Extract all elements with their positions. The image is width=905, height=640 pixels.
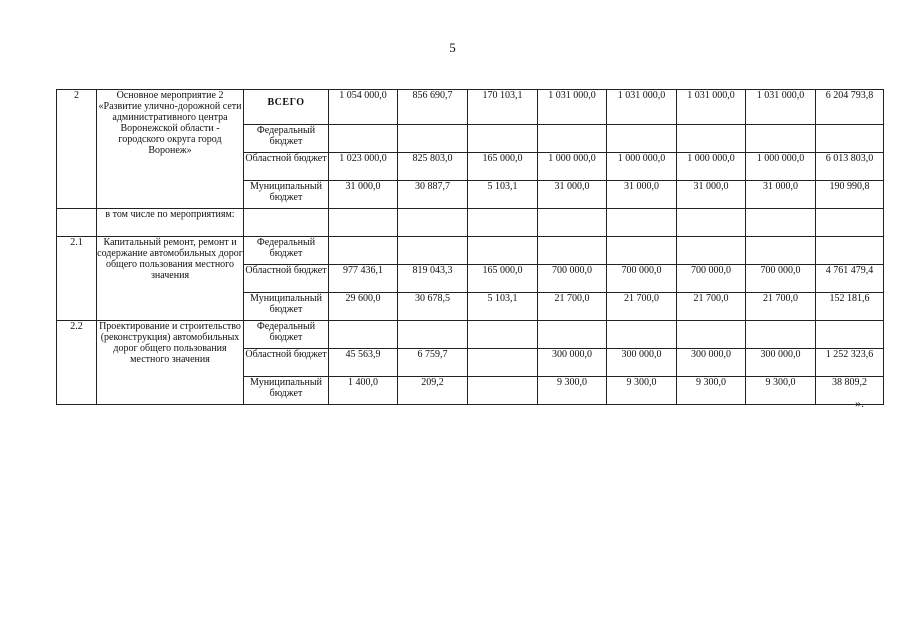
activity-name: Проектирование и строительство (реконструкция) автомобильных дорог общего пользования местного значения	[97, 321, 244, 405]
value-cell: 9 300,0	[607, 377, 677, 405]
value-cell: 31 000,0	[538, 181, 607, 209]
value-cell: 1 000 000,0	[607, 153, 677, 181]
value-cell: 1 031 000,0	[607, 90, 677, 125]
table-row	[57, 209, 884, 237]
value-cell: 300 000,0	[607, 349, 677, 377]
funding-source: Федеральный бюджет	[244, 237, 329, 265]
value-cell	[468, 237, 538, 265]
value-cell	[468, 125, 538, 153]
value-cell: 1 031 000,0	[677, 90, 746, 125]
value-cell: 6 013 803,0	[816, 153, 884, 181]
value-cell: 6 759,7	[398, 349, 468, 377]
value-cell: 190 990,8	[816, 181, 884, 209]
value-cell	[677, 237, 746, 265]
value-cell	[329, 321, 398, 349]
value-cell: 819 043,3	[398, 265, 468, 293]
value-cell: 1 054 000,0	[329, 90, 398, 125]
row-number: 2	[57, 90, 97, 209]
value-cell	[816, 237, 884, 265]
value-cell: 21 700,0	[746, 293, 816, 321]
value-cell: 825 803,0	[398, 153, 468, 181]
value-cell	[468, 377, 538, 405]
value-cell	[746, 321, 816, 349]
value-cell	[816, 321, 884, 349]
empty-cell	[329, 209, 398, 237]
empty-cell	[538, 209, 607, 237]
value-cell	[468, 321, 538, 349]
value-cell: 152 181,6	[816, 293, 884, 321]
value-cell: 700 000,0	[746, 265, 816, 293]
empty-cell	[244, 209, 329, 237]
value-cell: 21 700,0	[607, 293, 677, 321]
closing-quote: ».	[855, 396, 864, 410]
value-cell: 1 000 000,0	[538, 153, 607, 181]
value-cell	[607, 237, 677, 265]
value-cell	[329, 125, 398, 153]
value-cell: 6 204 793,8	[816, 90, 884, 125]
funding-source: Областной бюджет	[244, 349, 329, 377]
value-cell: 300 000,0	[677, 349, 746, 377]
value-cell: 1 031 000,0	[746, 90, 816, 125]
value-cell: 1 400,0	[329, 377, 398, 405]
empty-cell	[607, 209, 677, 237]
value-cell: 30 887,7	[398, 181, 468, 209]
value-cell: 29 600,0	[329, 293, 398, 321]
empty-cell	[57, 209, 97, 237]
value-cell: 170 103,1	[468, 90, 538, 125]
value-cell: 21 700,0	[677, 293, 746, 321]
value-cell	[677, 321, 746, 349]
value-cell	[538, 237, 607, 265]
funding-source: Федеральный бюджет	[244, 125, 329, 153]
value-cell	[329, 237, 398, 265]
funding-source: Муниципальный бюджет	[244, 377, 329, 405]
row-number: 2.2	[57, 321, 97, 405]
value-cell: 700 000,0	[538, 265, 607, 293]
value-cell: 977 436,1	[329, 265, 398, 293]
value-cell: 30 678,5	[398, 293, 468, 321]
value-cell	[398, 321, 468, 349]
value-cell: 9 300,0	[746, 377, 816, 405]
value-cell: 1 000 000,0	[746, 153, 816, 181]
value-cell	[816, 125, 884, 153]
value-cell: 165 000,0	[468, 153, 538, 181]
empty-cell	[398, 209, 468, 237]
value-cell	[468, 349, 538, 377]
empty-cell	[677, 209, 746, 237]
value-cell: 31 000,0	[329, 181, 398, 209]
value-cell: 300 000,0	[746, 349, 816, 377]
funding-source: Муниципальный бюджет	[244, 293, 329, 321]
value-cell: 1 000 000,0	[677, 153, 746, 181]
funding-source: Муниципальный бюджет	[244, 181, 329, 209]
empty-cell	[468, 209, 538, 237]
value-cell: 31 000,0	[746, 181, 816, 209]
value-cell: 5 103,1	[468, 181, 538, 209]
value-cell: 5 103,1	[468, 293, 538, 321]
table-row	[57, 321, 884, 349]
value-cell	[398, 125, 468, 153]
funding-source: Областной бюджет	[244, 153, 329, 181]
empty-cell	[816, 209, 884, 237]
value-cell: 300 000,0	[538, 349, 607, 377]
value-cell: 1 023 000,0	[329, 153, 398, 181]
row-number: 2.1	[57, 237, 97, 321]
including-label: в том числе по мероприятиям:	[97, 209, 244, 237]
activity-name: Капитальный ремонт, ремонт и содержание автомобильных дорог общего пользования местного значения	[97, 237, 244, 321]
table-row	[57, 90, 884, 125]
value-cell: 31 000,0	[607, 181, 677, 209]
value-cell: 209,2	[398, 377, 468, 405]
table-row	[57, 237, 884, 265]
value-cell: 856 690,7	[398, 90, 468, 125]
value-cell: 45 563,9	[329, 349, 398, 377]
value-cell	[538, 321, 607, 349]
value-cell: 4 761 479,4	[816, 265, 884, 293]
value-cell	[607, 321, 677, 349]
funding-source: Областной бюджет	[244, 265, 329, 293]
value-cell: 700 000,0	[607, 265, 677, 293]
value-cell: 9 300,0	[677, 377, 746, 405]
value-cell	[677, 125, 746, 153]
value-cell: 1 031 000,0	[538, 90, 607, 125]
value-cell: 9 300,0	[538, 377, 607, 405]
value-cell	[607, 125, 677, 153]
empty-cell	[746, 209, 816, 237]
value-cell: 31 000,0	[677, 181, 746, 209]
value-cell: 38 809,2	[816, 377, 884, 405]
value-cell	[746, 237, 816, 265]
value-cell	[398, 237, 468, 265]
funding-source: Федеральный бюджет	[244, 321, 329, 349]
value-cell: 1 252 323,6	[816, 349, 884, 377]
funding-source: ВСЕГО	[244, 90, 329, 125]
activity-name: Основное мероприятие 2 «Развитие улично-дорожной сети административного центра Воронежской области - городского округа город Воронеж»	[97, 90, 244, 209]
value-cell	[746, 125, 816, 153]
value-cell: 165 000,0	[468, 265, 538, 293]
budget-table	[56, 89, 884, 405]
page-number: 5	[449, 40, 456, 55]
value-cell: 21 700,0	[538, 293, 607, 321]
value-cell: 700 000,0	[677, 265, 746, 293]
value-cell	[538, 125, 607, 153]
